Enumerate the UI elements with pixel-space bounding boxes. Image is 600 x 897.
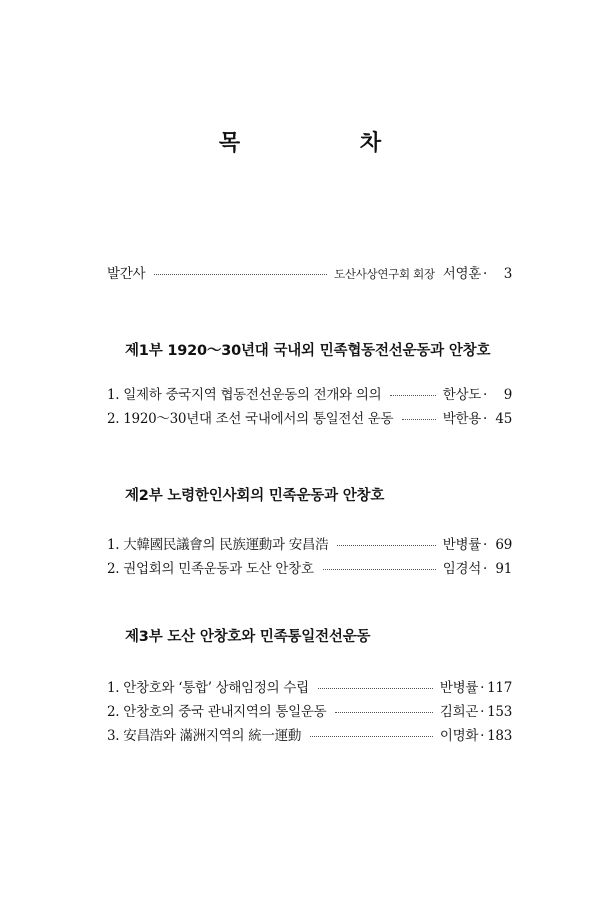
dot-leader <box>335 712 433 713</box>
toc-entry-separator: · <box>480 728 485 744</box>
toc-entry-page: 69 <box>495 537 512 553</box>
toc-entry-separator: · <box>483 561 487 577</box>
dot-leader <box>390 395 435 396</box>
toc-entry-title: 2. 1920～30년대 조선 국내에서의 통일전선 운동 <box>107 411 394 427</box>
toc-entry-separator: · <box>483 411 487 427</box>
toc-entry-author: 한상도 <box>442 387 481 403</box>
toc-entry[interactable] <box>107 533 512 555</box>
part-heading-2: 제2부 노령한인사회의 민족운동과 안창호 <box>125 488 385 504</box>
page-title: 목 차 <box>218 131 438 156</box>
toc-entry-page: 117 <box>487 680 512 696</box>
toc-entry-page: 91 <box>495 561 512 577</box>
toc-entry-preface[interactable] <box>107 262 512 284</box>
toc-entry-title: 1. 大韓國民議會의 民族運動과 安昌浩 <box>107 537 329 553</box>
toc-entry-title: 1. 일제하 중국지역 협동전선운동의 전개와 의의 <box>107 387 382 403</box>
dot-leader <box>310 736 433 737</box>
dot-leader <box>318 688 433 689</box>
part-heading-1: 제1부 1920～30년대 국내외 민족협동전선운동과 안창호 <box>125 343 491 359</box>
toc-entry-author: 임경석 <box>442 561 481 577</box>
toc-entry-author: 반병률 <box>442 537 481 553</box>
toc-entry-separator: · <box>483 387 487 403</box>
toc-entry-separator: · <box>483 537 487 553</box>
toc-entry-title: 2. 안창호의 중국 관내지역의 통일운동 <box>107 704 327 720</box>
dot-leader <box>402 419 435 420</box>
toc-entry-author: 반병률 <box>439 680 479 696</box>
toc-entry-page: 183 <box>487 728 512 744</box>
toc-entry-title: 2. 권업회의 민족운동과 도산 안창호 <box>107 561 314 577</box>
part-heading-3: 제3부 도산 안창호와 민족통일전선운동 <box>125 629 371 645</box>
toc-entry-author: 이명화 <box>439 728 479 744</box>
dot-leader <box>154 274 327 275</box>
toc-entry-page: 9 <box>503 387 512 403</box>
toc-entry[interactable] <box>107 383 512 405</box>
toc-entry[interactable] <box>107 700 512 722</box>
toc-entry-author: 김희곤 <box>439 704 479 720</box>
toc-entry-page: 3 <box>503 266 512 282</box>
toc-entry-affiliation: 도산사상연구회 회장 <box>334 267 435 281</box>
toc-entry-title: 발간사 <box>107 266 146 282</box>
toc-entry-separator: · <box>483 266 487 282</box>
toc-entry-title: 1. 안창호와 ‘통합’ 상해임정의 수립 <box>107 680 309 696</box>
toc-entry-page: 153 <box>487 704 512 720</box>
dot-leader <box>323 569 436 570</box>
toc-entry[interactable] <box>107 724 512 746</box>
toc-entry-page: 45 <box>495 411 512 427</box>
toc-entry[interactable] <box>107 557 512 579</box>
dot-leader <box>337 545 435 546</box>
toc-entry-author: 박한용 <box>442 411 481 427</box>
toc-entry-title: 3. 安昌浩와 滿洲지역의 統一運動 <box>107 728 302 744</box>
toc-entry-author: 서영훈 <box>442 266 481 282</box>
toc-entry[interactable] <box>107 676 512 698</box>
toc-entry-separator: · <box>480 680 485 696</box>
toc-entry-separator: · <box>480 704 485 720</box>
toc-entry[interactable] <box>107 407 512 429</box>
